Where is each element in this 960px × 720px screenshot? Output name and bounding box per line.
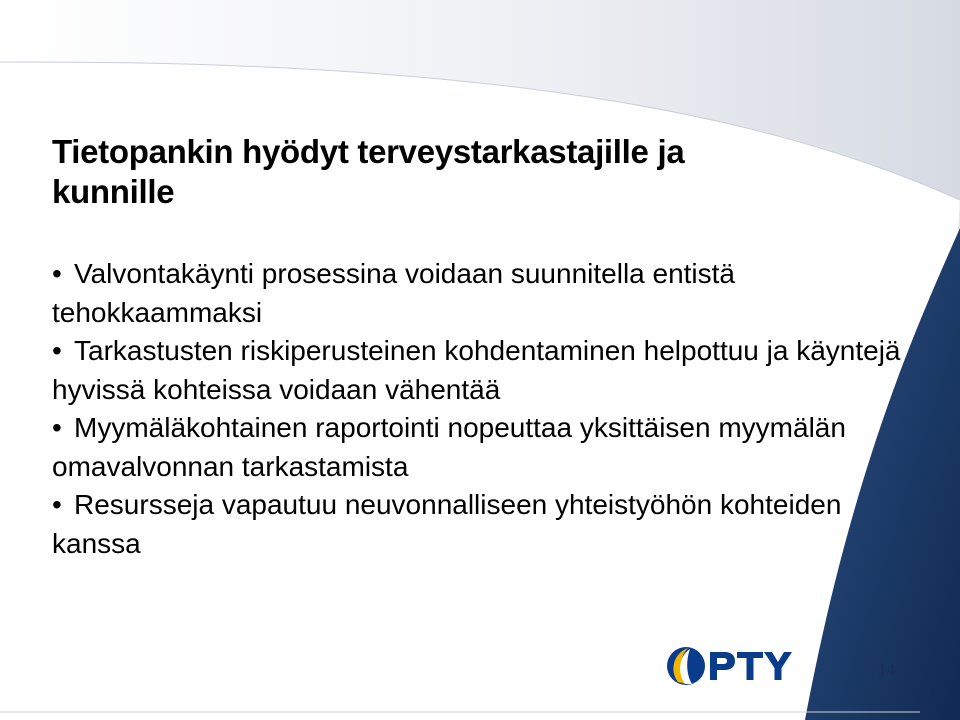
pty-globe-icon [667,647,705,685]
bullet-list [52,255,902,563]
bullet-text: Resursseja vapautuu neuvonnalliseen yhteistyöhön kohteiden kanssa [52,489,842,559]
bullet-item [52,332,902,409]
bullet-marker: • [52,412,62,443]
bullet-item [52,255,902,332]
bullet-item [52,486,902,563]
bullet-marker: • [52,258,62,289]
bullet-marker: • [52,335,62,366]
pty-logo [664,640,794,692]
bullet-text: Valvontakäynti prosessina voidaan suunnitella entistä tehokkaammaksi [52,258,736,328]
bullet-marker: • [52,489,62,520]
pty-wordmark [710,652,792,680]
slide-title: Tietopankin hyödyt terveystarkastajille ja kunnille [52,133,685,210]
bullet-text: Tarkastusten riskiperusteinen kohdentaminen helpottuu ja käyntejä hyvissä kohteissa voidaan vähentää [52,335,901,405]
page-number: 14 [878,660,895,679]
bullet-item [52,409,902,486]
bullet-text: Myymäläkohtainen raportointi nopeuttaa yksittäisen myymälän omavalvonnan tarkastamista [52,412,846,482]
